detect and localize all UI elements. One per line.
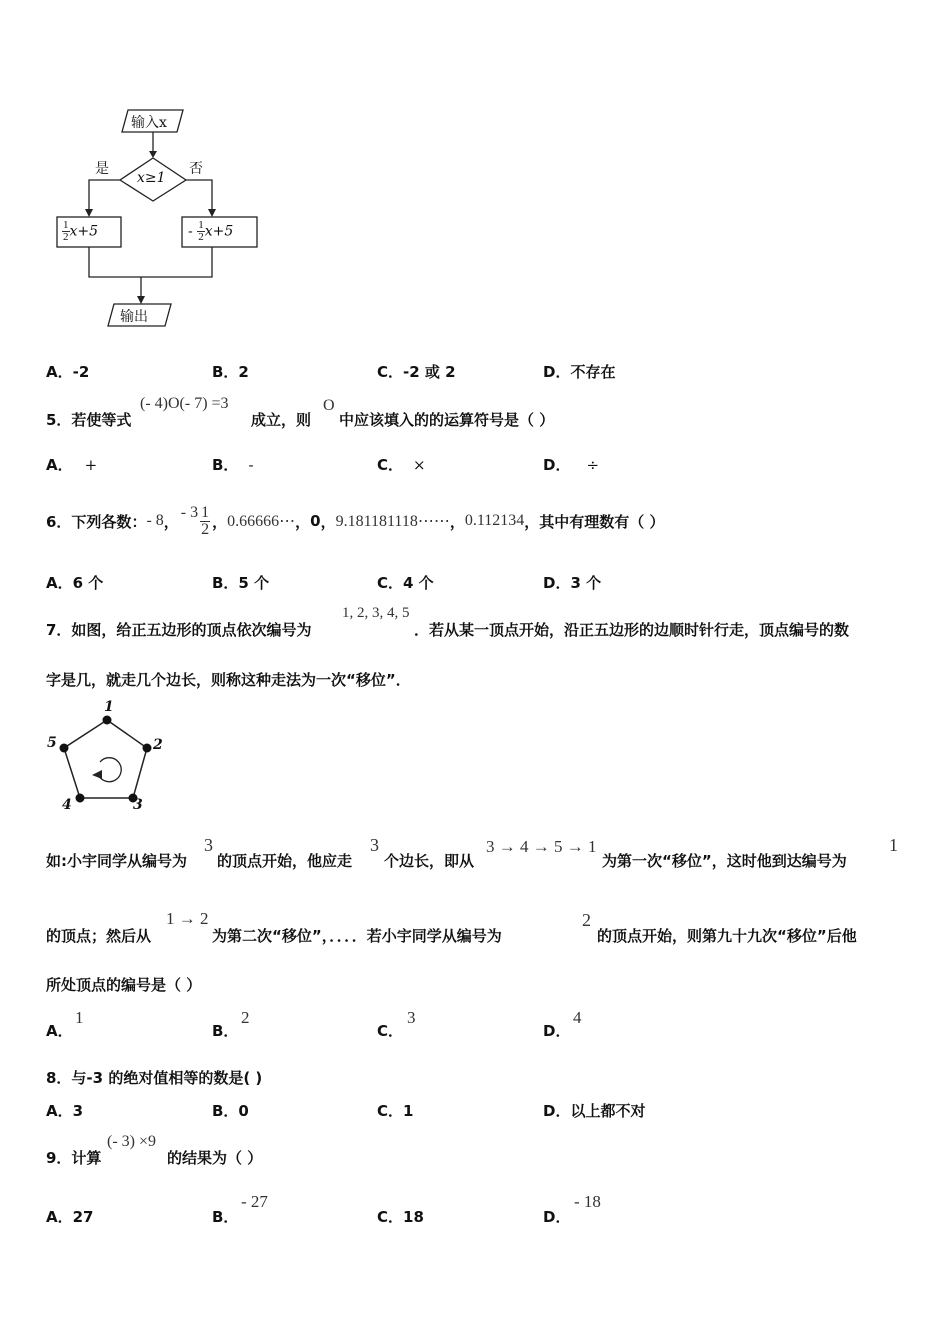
q6-number-2: - 3 $\frac{1}{2}$ [180, 503, 210, 538]
q7-p2-path: 1 → 2 [166, 909, 209, 928]
q6-number-5: 9.181181118⋯⋯ [335, 513, 450, 530]
q7-option-a-value: 1 [75, 1008, 84, 1027]
q6-option-c[interactable]: C．4 个 [377, 574, 434, 592]
q9-option-a[interactable]: A．27 [46, 1208, 94, 1226]
q7-option-d[interactable]: D． [543, 1022, 571, 1040]
q6-sep: ， [212, 512, 228, 531]
q7-line1-pre: 7．如图，给正五边形的顶点依次编号为 [46, 621, 312, 639]
q7-p2-b: 为第二次“移位”，．．．．若小宇同学从编号为 [212, 927, 502, 945]
q6-option-b[interactable]: B．5 个 [212, 574, 270, 592]
q7-p1-a: 如:小宇同学从编号为 [46, 852, 187, 870]
q5-option-d[interactable]: D． ÷ [543, 456, 600, 474]
q7-option-c[interactable]: C． [377, 1022, 404, 1040]
q6-number-1: - 8 [146, 512, 164, 529]
q9-option-d-value: - 18 [574, 1192, 601, 1211]
q7-option-b-value: 2 [241, 1008, 250, 1027]
q5-option-c[interactable]: C． × [377, 456, 426, 474]
pentagon-diagram [40, 700, 180, 815]
flow-output-label: 输出 [120, 309, 148, 325]
q6-sep: ， [449, 512, 465, 531]
q7-option-d-value: 4 [573, 1008, 582, 1027]
vertex-dot-1 [103, 716, 112, 725]
q7-p1-n3: 3 [204, 835, 213, 855]
vertex-label-2: 2 [153, 737, 163, 753]
q4-option-b[interactable]: B．2 [212, 363, 249, 381]
q7-p1-n3b: 3 [370, 835, 379, 855]
flow-left-formula: $\frac{1}{2}$ x+5 [63, 219, 99, 243]
q6-number-3: 0.66666⋯ [227, 513, 296, 530]
q9-option-b[interactable]: B． [212, 1208, 239, 1226]
q5-stem-mid: 成立，则 [251, 411, 312, 429]
flow-input-label: 输入x [131, 115, 167, 131]
q6-stem [46, 496, 664, 546]
q6-option-a[interactable]: A．6 个 [46, 574, 104, 592]
q8-stem: 8．与-3 的绝对值相等的数是( ) [46, 1069, 263, 1087]
q4-option-a[interactable]: A．-2 [46, 363, 90, 381]
q7-p1-path: 3 → 4 → 5 → 1 [486, 837, 597, 856]
q6-sep: ， [163, 512, 179, 531]
q9-stem-pre: 9．计算 [46, 1149, 102, 1167]
q5-circle-operator: O [323, 397, 335, 414]
q7-line1-post: ．若从某一顶点开始，沿正五边形的边顺时针行走，顶点编号的数 [414, 621, 850, 639]
q9-stem-post: 的结果为（ ） [167, 1149, 263, 1167]
q7-option-c-value: 3 [407, 1008, 416, 1027]
q8-option-b[interactable]: B．0 [212, 1102, 249, 1120]
q5-stem-post: 中应该填入的的运算符号是（ ） [339, 411, 555, 429]
vertex-dot-2 [143, 744, 152, 753]
q5-option-a[interactable]: A． + [46, 456, 98, 474]
q9-option-b-value: - 27 [241, 1192, 268, 1211]
q6-sep: ， [320, 512, 336, 531]
q9-option-d[interactable]: D． [543, 1208, 571, 1226]
flow-right-formula: - $\frac{1}{2}$ x+5 [188, 219, 234, 243]
q7-p1-c: 个边长，即从 [384, 852, 475, 870]
q9-expression: (- 3) ×9 [107, 1133, 157, 1150]
q8-option-a[interactable]: A．3 [46, 1102, 84, 1120]
q8-option-d[interactable]: D．以上都不对 [543, 1102, 646, 1120]
q7-line2: 字是几，就走几个边长，则称这种走法为一次“移位”． [46, 671, 411, 689]
pentagon-shape [64, 720, 147, 798]
vertex-dot-4 [76, 794, 85, 803]
q7-p3: 所处顶点的编号是（ ） [46, 976, 202, 994]
q7-option-b[interactable]: B． [212, 1022, 239, 1040]
flow-condition-label: x≥1 [137, 170, 166, 186]
q5-stem-pre: 5．若使等式 [46, 411, 132, 429]
vertex-label-3: 3 [133, 797, 143, 813]
flow-yes-label: 是 [95, 161, 109, 177]
q5-option-b[interactable]: B． - [212, 456, 254, 474]
q7-p1-n1: 1 [889, 835, 898, 855]
q6-stem-post: ，其中有理数有（ ） [524, 512, 665, 531]
q6-number-6: 0.112134 [464, 512, 525, 529]
vertex-label-4: 4 [62, 797, 72, 813]
q6-stem-pre: 6．下列各数： [46, 512, 147, 531]
vertex-dot-5 [60, 744, 69, 753]
q7-p2-c: 的顶点开始，则第九十九次“移位”后他 [597, 927, 857, 945]
q6-option-d[interactable]: D．3 个 [543, 574, 602, 592]
q8-option-c[interactable]: C．1 [377, 1102, 414, 1120]
q7-p2-n2: 2 [582, 910, 591, 930]
q4-option-c[interactable]: C．-2 或 2 [377, 363, 456, 381]
q7-p1-b: 的顶点开始，他应走 [217, 852, 353, 870]
q6-sep: ， [295, 512, 311, 531]
q9-option-c[interactable]: C．18 [377, 1208, 424, 1226]
q7-p2-a: 的顶点；然后从 [46, 927, 152, 945]
q7-p1-d: 为第一次“移位”，这时他到达编号为 [602, 852, 847, 870]
q7-vertex-numbers: 1, 2, 3, 4, 5 [342, 605, 410, 621]
q4-option-d[interactable]: D．不存在 [543, 363, 616, 381]
q6-number-4: 0 [310, 512, 321, 530]
q7-option-a[interactable]: A． [46, 1022, 73, 1040]
vertex-label-1: 1 [104, 699, 114, 715]
q5-expression: (- 4)O(- 7) =3 [140, 395, 229, 412]
vertex-label-5: 5 [47, 735, 57, 751]
flow-no-label: 否 [189, 161, 203, 177]
